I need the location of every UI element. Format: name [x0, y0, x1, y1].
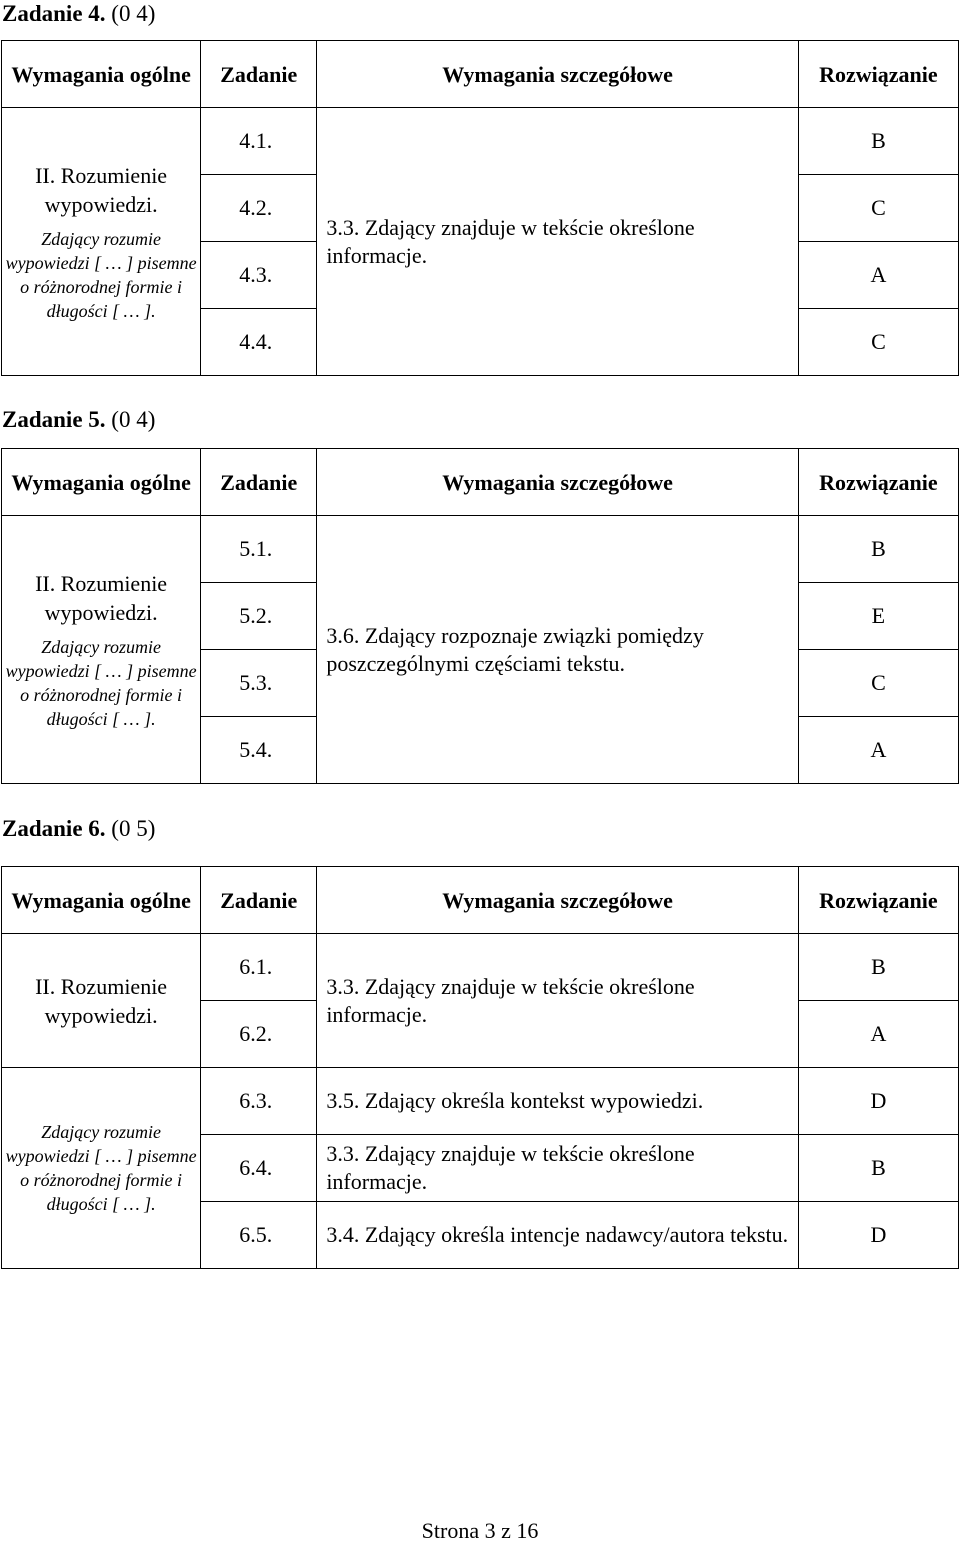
detailed-requirement: 3.3. Zdający znajduje w tekście określone informacje.	[317, 108, 799, 376]
task-5-title	[2, 406, 155, 434]
answer: C	[798, 175, 958, 242]
task-4-title	[2, 0, 155, 28]
task-number: 5.3.	[201, 650, 317, 717]
table-row	[2, 934, 959, 1001]
general-requirement-detail: Zdający rozumie wypowiedzi [ … ] pisemne o różnorodnej formie i długości [ … ].	[5, 1122, 197, 1214]
detailed-requirement: 3.3. Zdający znajduje w tekście określone informacje.	[317, 1135, 799, 1202]
answer: C	[798, 309, 958, 376]
header-req-general: Wymagania ogólne	[2, 41, 201, 108]
task-number: 5.2.	[201, 583, 317, 650]
general-requirement-main: II. Rozumienie wypowiedzi.	[35, 162, 168, 217]
general-requirement-main: II. Rozumienie wypowiedzi.	[35, 570, 168, 625]
table-row	[2, 108, 959, 175]
detailed-requirement: 3.6. Zdający rozpoznaje związki pomiędzy poszczególnymi częściami tekstu.	[317, 516, 799, 784]
detailed-requirement: 3.5. Zdający określa kontekst wypowiedzi.	[317, 1068, 799, 1135]
task-4-title-text: Zadanie 4.	[2, 1, 106, 26]
general-requirement-detail-cell	[2, 1068, 201, 1269]
header-task: Zadanie	[201, 867, 317, 934]
task-number: 6.5.	[201, 1202, 317, 1269]
answer: B	[798, 516, 958, 583]
answer: E	[798, 583, 958, 650]
task-number: 4.4.	[201, 309, 317, 376]
page-number: Strona 3 z 16	[421, 1518, 539, 1543]
task-number: 5.4.	[201, 717, 317, 784]
task-6-title-text: Zadanie 6.	[2, 816, 106, 841]
header-task: Zadanie	[201, 41, 317, 108]
task-number: 4.2.	[201, 175, 317, 242]
task-5-title-text: Zadanie 5.	[2, 407, 106, 432]
answer: B	[798, 934, 958, 1001]
answer: D	[798, 1068, 958, 1135]
general-requirement-cell	[2, 516, 201, 784]
general-requirement-main: II. Rozumienie wypowiedzi.	[35, 973, 168, 1028]
task-number: 6.4.	[201, 1135, 317, 1202]
task-number: 6.3.	[201, 1068, 317, 1135]
header-task: Zadanie	[201, 449, 317, 516]
header-req-detailed: Wymagania szczegółowe	[317, 41, 799, 108]
task-number: 4.1.	[201, 108, 317, 175]
task-5-score-range: (0 4)	[111, 407, 156, 432]
general-requirement-detail: Zdający rozumie wypowiedzi [ … ] pisemne o różnorodnej formie i długości [ … ].	[5, 636, 197, 729]
answer: A	[798, 242, 958, 309]
answer: B	[798, 1135, 958, 1202]
header-solution: Rozwiązanie	[798, 449, 958, 516]
task-number: 4.3.	[201, 242, 317, 309]
detailed-requirement: 3.4. Zdający określa intencje nadawcy/autora tekstu.	[317, 1202, 799, 1269]
task-number: 6.2.	[201, 1001, 317, 1068]
detailed-requirement: 3.3. Zdający znajduje w tekście określone informacje.	[317, 934, 799, 1068]
header-req-general: Wymagania ogólne	[2, 449, 201, 516]
task-6-score-range: (0 5)	[111, 816, 156, 841]
general-requirement-detail: Zdający rozumie wypowiedzi [ … ] pisemne o różnorodnej formie i długości [ … ].	[5, 228, 197, 321]
answer: B	[798, 108, 958, 175]
task-number: 6.1.	[201, 934, 317, 1001]
header-row	[2, 449, 959, 516]
header-solution: Rozwiązanie	[798, 41, 958, 108]
general-requirement-main-cell	[2, 934, 201, 1068]
header-row	[2, 41, 959, 108]
header-req-detailed: Wymagania szczegółowe	[317, 449, 799, 516]
task-6-table	[1, 866, 959, 1269]
task-number: 5.1.	[201, 516, 317, 583]
header-solution: Rozwiązanie	[798, 867, 958, 934]
header-req-detailed: Wymagania szczegółowe	[317, 867, 799, 934]
answer: C	[798, 650, 958, 717]
table-row	[2, 1068, 959, 1135]
task-4-score-range: (0 4)	[111, 1, 156, 26]
task-4-table	[1, 40, 959, 376]
answer: A	[798, 1001, 958, 1068]
table-row	[2, 516, 959, 583]
general-requirement-cell	[2, 108, 201, 376]
answer: D	[798, 1202, 958, 1269]
task-6-title	[2, 815, 155, 843]
header-row	[2, 867, 959, 934]
header-req-general: Wymagania ogólne	[2, 867, 201, 934]
answer: A	[798, 717, 958, 784]
task-5-table	[1, 448, 959, 784]
